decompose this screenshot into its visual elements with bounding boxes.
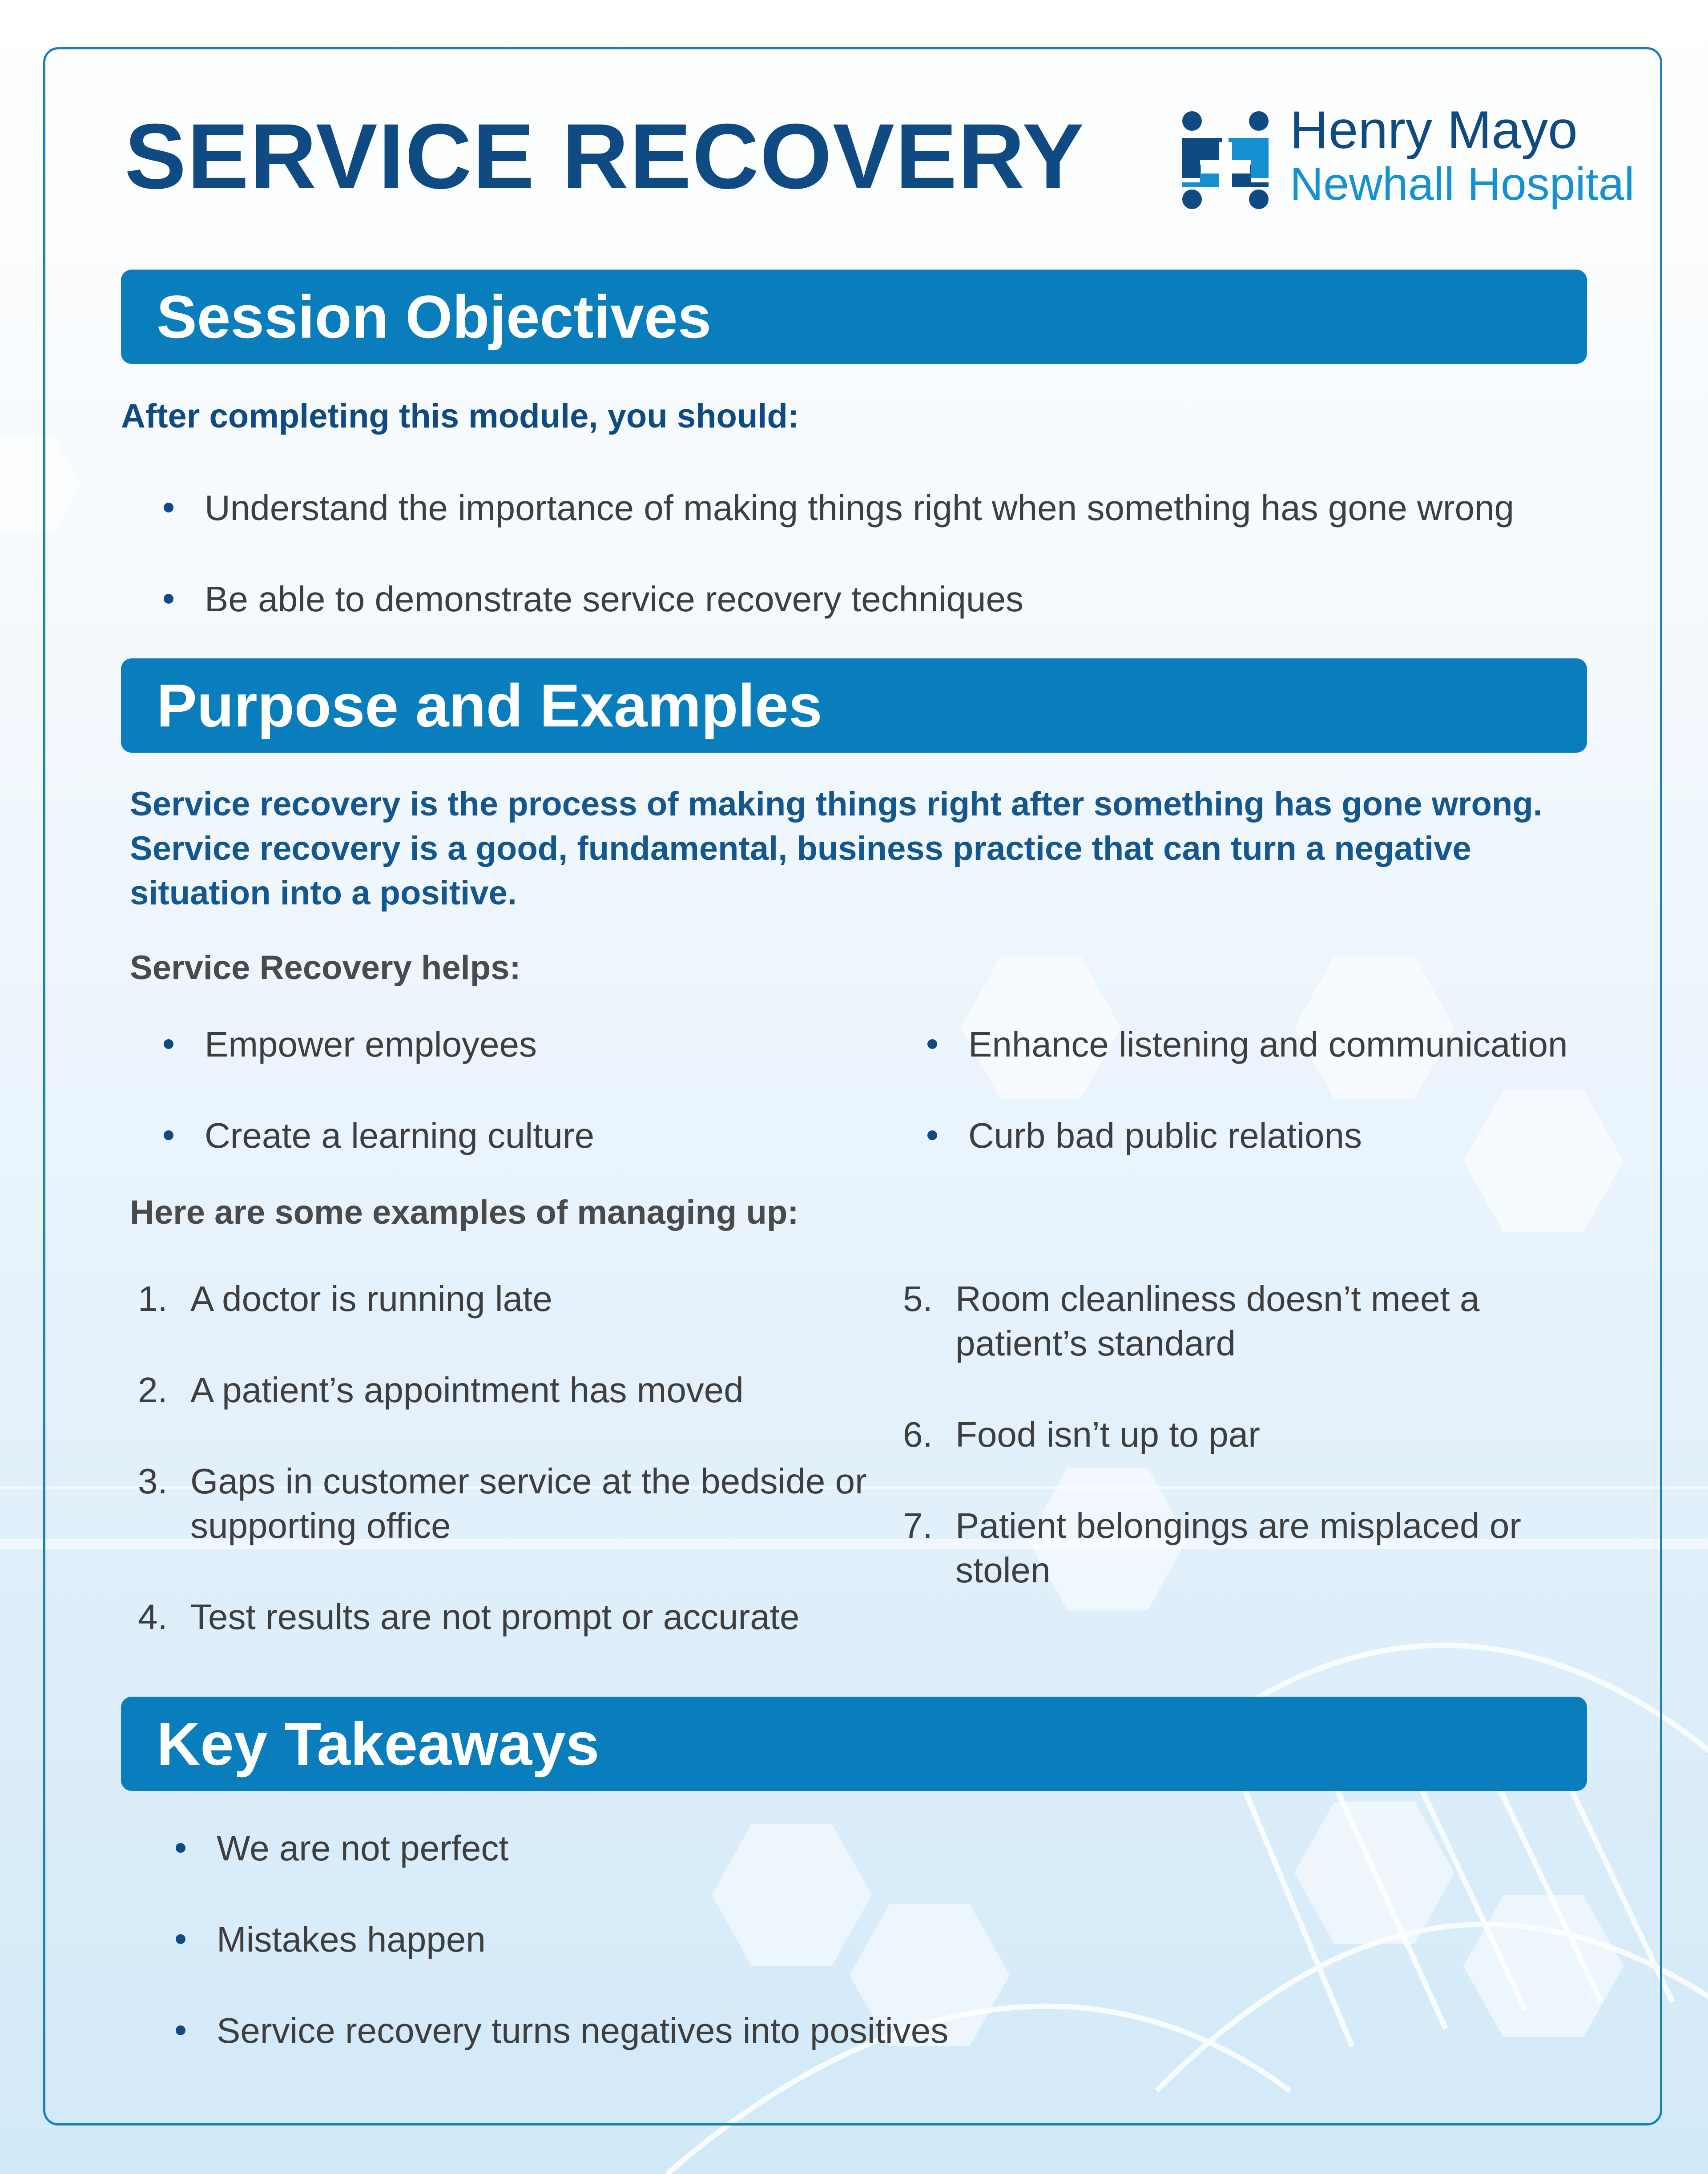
helps-list-right	[927, 1022, 1568, 1205]
objectives-list	[164, 486, 1514, 668]
purpose-lead-paragraph: Service recovery is the process of making things right after something has gone wrong. Service recovery is a good, fundamental, business practice that can turn a negative situation into a positive.	[130, 785, 1543, 912]
list-item: Be able to demonstrate service recovery techniques	[164, 577, 1514, 621]
list-item-text: A doctor is running late	[190, 1279, 552, 1319]
list-item-text: Gaps in customer service at the bedside or supporting office	[190, 1461, 867, 1545]
list-item: Create a learning culture	[164, 1113, 594, 1158]
list-number: 7.	[903, 1506, 933, 1545]
examples-list-left	[138, 1277, 872, 1686]
list-item	[903, 1277, 1570, 1366]
list-number: 5.	[903, 1279, 933, 1319]
list-item: Service recovery turns negatives into positives	[176, 2009, 948, 2053]
list-item-text: Patient belongings are misplaced or stolen	[955, 1506, 1521, 1590]
list-item: We are not perfect	[176, 1826, 948, 1871]
list-item-text: Test results are not prompt or accurate	[190, 1597, 800, 1637]
examples-heading: Here are some examples of managing up:	[130, 1194, 799, 1231]
list-item: Mistakes happen	[176, 1917, 948, 1962]
section-heading-purpose: Purpose and Examples	[121, 658, 1587, 753]
list-item-text: Food isn’t up to par	[955, 1415, 1260, 1454]
list-number: 6.	[903, 1415, 933, 1454]
list-number: 1.	[138, 1279, 168, 1319]
examples-list-right	[903, 1277, 1570, 1639]
list-number: 3.	[138, 1461, 168, 1501]
list-item: Curb bad public relations	[927, 1113, 1568, 1158]
logo-text-newhall-hospital: Newhall Hospital	[1290, 158, 1635, 210]
list-item	[903, 1412, 1570, 1457]
takeaways-list	[176, 1826, 948, 2100]
section-heading-objectives: Session Objectives	[121, 270, 1587, 364]
list-item: Understand the importance of making things right when something has gone wrong	[164, 486, 1514, 530]
page-title: SERVICE RECOVERY	[125, 105, 1085, 208]
list-number: 2.	[138, 1370, 168, 1410]
list-item	[138, 1595, 872, 1639]
list-item	[138, 1459, 872, 1548]
helps-list-left	[164, 1022, 594, 1205]
list-item	[138, 1368, 872, 1412]
hospital-logo	[1170, 100, 1635, 218]
list-item-text: Room cleanliness doesn’t meet a patient’s standard	[955, 1279, 1480, 1363]
list-number: 4.	[138, 1597, 168, 1637]
objectives-intro: After completing this module, you should:	[121, 397, 799, 435]
logo-text-henry-mayo: Henry Mayo	[1290, 100, 1578, 160]
list-item: Enhance listening and communication	[927, 1022, 1568, 1067]
hospital-logo-icon	[1170, 107, 1281, 214]
list-item-text: A patient’s appointment has moved	[190, 1370, 744, 1410]
helps-heading: Service Recovery helps:	[130, 949, 521, 987]
section-heading-takeaways: Key Takeaways	[121, 1697, 1587, 1791]
list-item	[138, 1277, 872, 1321]
list-item: Empower employees	[164, 1022, 594, 1067]
list-item	[903, 1504, 1570, 1593]
